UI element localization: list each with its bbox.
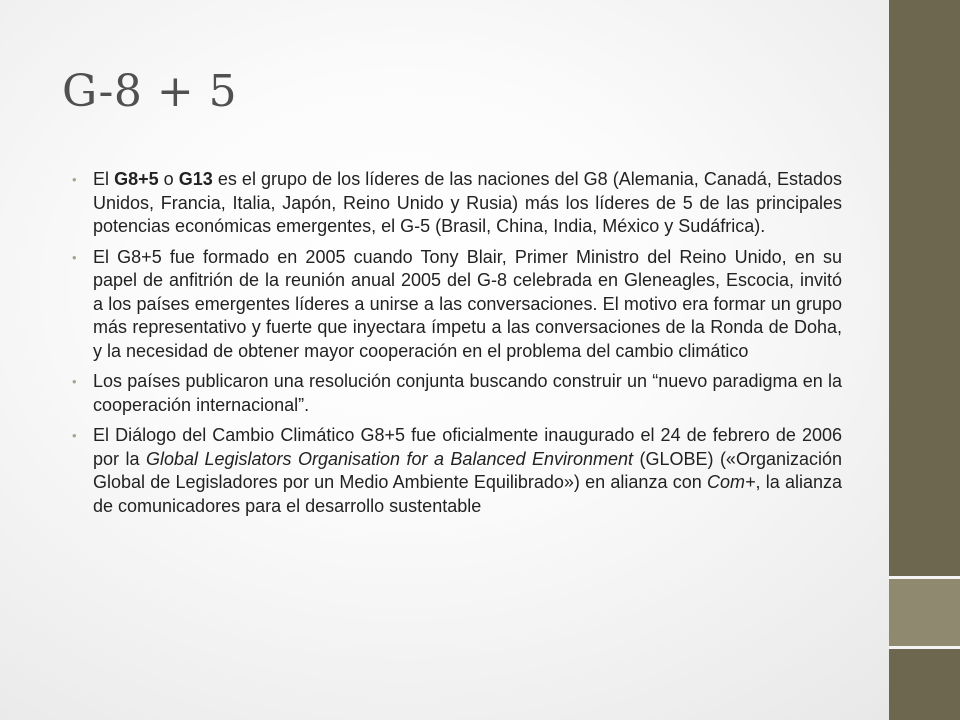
slide-title: G-8 + 5 [62,66,238,117]
bullet-text: El Diálogo del Cambio Climático G8+5 fue oficialmente inaugurado el 24 de febrero de 2006 por la [93,425,842,469]
bullet-text: Los países publicaron una resolución conjunta buscando construir un “nuevo paradigma en la cooperación internacional”. [93,371,842,415]
bullet-list [72,168,842,518]
bullet-text: El G8+5 fue formado en 2005 cuando Tony Blair, Primer Ministro del Reino Unido, en su papel de anfitrión de la reunión anual 2005 del G-8 celebrada en Gleneagles, Escocia, invitó a los países emergentes líderes a unirse a las conversaciones. El motivo era formar un grupo más representativo y fuerte que inyectara ímpetu a las conversaciones de la Ronda de Doha, y la necesidad de obtener mayor cooperación en el problema del cambio climático [93,246,842,361]
bullet-item [72,246,842,364]
bullet-item [72,424,842,518]
side-band-top [889,0,960,576]
slide-body [72,168,842,525]
bullet-icon: • [72,249,77,265]
bullet-text-bold: G8+5 [114,169,159,189]
bullet-icon: • [72,374,77,389]
side-band-bottom [889,649,960,720]
bullet-text: o [158,169,179,189]
bullet-text-italic: Global Legislators Organisation for a Balanced Environment [145,448,633,469]
bullet-text-italic: Com+ [706,472,756,492]
bullet-icon: • [72,428,77,443]
side-decoration-band [889,0,960,720]
bullet-text: (GLOBE) («Organización Global de Legisladores por un Medio Ambiente Equilibrado») en alianza con [93,448,843,492]
bullet-item [72,370,842,417]
bullet-item [72,168,842,239]
bullet-text: , la alianza de comunicadores para el desarrollo sustentable [93,472,842,516]
bullet-icon: • [72,172,77,187]
bullet-text-bold: G13 [178,169,213,189]
bullet-text: El [93,169,115,189]
side-band-accent [889,579,960,646]
bullet-text: es el grupo de los líderes de las naciones del G8 (Alemania, Canadá, Estados Unidos, Francia, Italia, Japón, Reino Unido y Rusia) más los líderes de 5 de las principales potencias económicas emergentes, el G-5 (Brasil, China, India, México y Sudáfrica). [93,169,843,236]
